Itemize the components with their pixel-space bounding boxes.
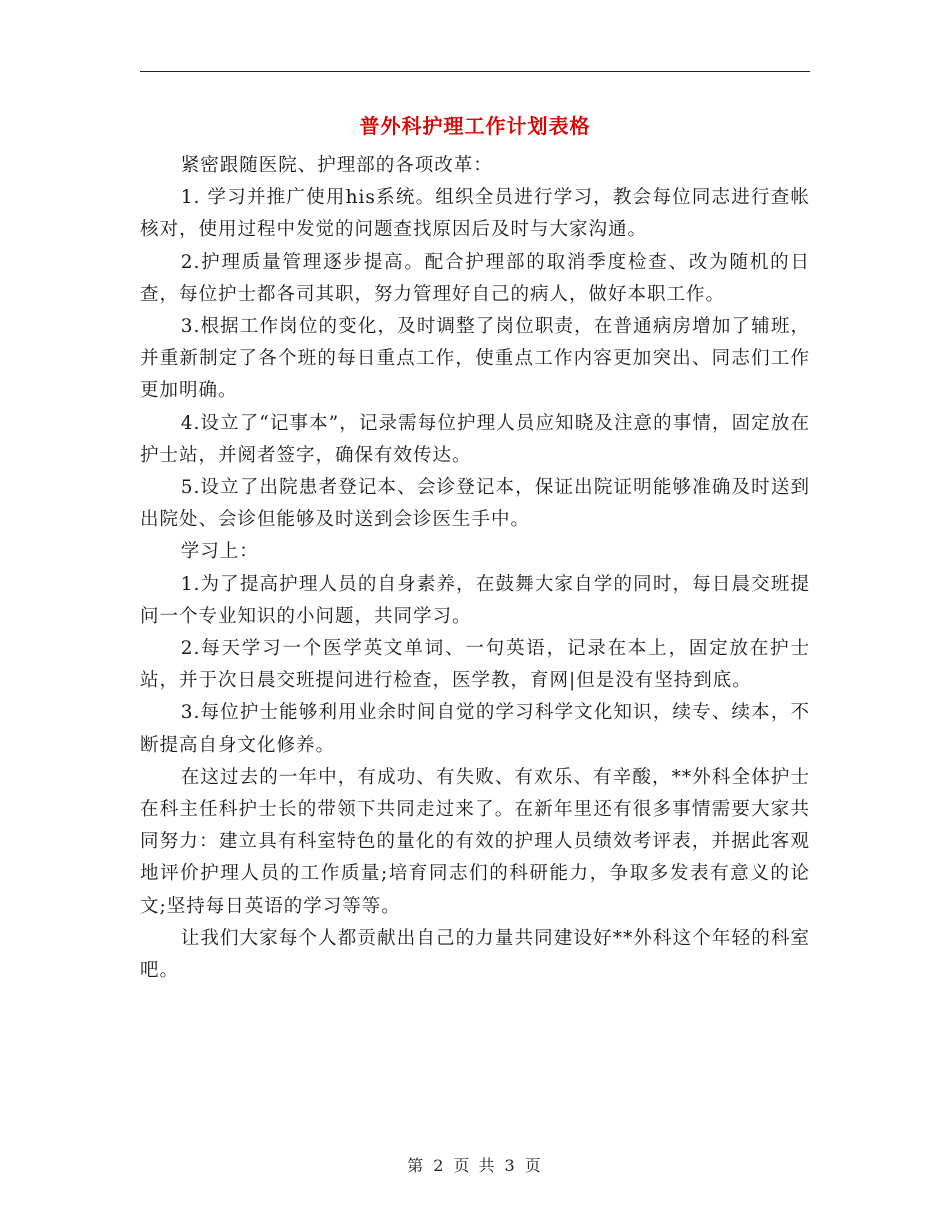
paragraph: 4.设立了“记事本”，记录需每位护理人员应知晓及注意的事情，固定放在护士站，并阅者签字，确保有效传达。 [140, 412, 810, 466]
paragraph: 1.为了提高护理人员的自身素养，在鼓舞大家自学的同时，每日晨交班提问一个专业知识的小问题，共同学习。 [140, 573, 810, 627]
paragraph: 2.护理质量管理逐步提高。配合护理部的取消季度检查、改为随机的日查，每位护士都各司其职，努力管理好自己的病人，做好本职工作。 [140, 251, 810, 305]
document-title: 普外科护理工作计划表格 [359, 114, 591, 138]
paragraph: 2.每天学习一个医学英文单词、一句英语，记录在本上，固定放在护士站，并于次日晨交班提问进行检查，医学教，育网|但是没有坚持到底。 [140, 638, 810, 692]
footer-suffix: 页 [524, 1156, 543, 1175]
paragraph: 3.每位护士能够利用业余时间自觉的学习科学文化知识，续专、续本，不断提高自身文化修养。 [140, 702, 810, 756]
paragraph: 让我们大家每个人都贡献出自己的力量共同建设好**外科这个年轻的科室吧。 [140, 927, 810, 982]
footer-prefix: 第 [407, 1156, 426, 1175]
paragraph: 学习上： [180, 541, 259, 563]
paragraph: 紧密跟随医院、护理部的各项改革： [180, 155, 493, 176]
paragraph: 3.根据工作岗位的变化，及时调整了岗位职责，在普通病房增加了辅班，并重新制定了各个班的每日重点工作，使重点工作内容更加突出、同志们工作更加明确。 [140, 316, 810, 402]
total-page-count: 3 [504, 1156, 517, 1175]
page-footer [140, 1154, 810, 1178]
footer-middle: 页 共 [453, 1156, 497, 1175]
header-rule [140, 71, 810, 72]
paragraph: 在这过去的一年中，有成功、有失败、有欢乐、有辛酸，**外科全体护士在科主任科护士长的带领下共同走过来了。在新年里还有很多事情需要大家共同努力：建立具有科室特色的量化的有效的护理人员绩效考评表，并据此客观地评价护理人员的工作质量;培育同志们的科研能力，争取多发表有意义的论文;坚持每日英语的学习等等。 [140, 766, 810, 917]
current-page-number: 2 [433, 1156, 446, 1175]
paragraph: 5.设立了出院患者登记本、会诊登记本，保证出院证明能够准确及时送到出院处、会诊但能够及时送到会诊医生手中。 [140, 477, 810, 531]
document-body [140, 150, 810, 987]
paragraph: 1. 学习并推广使用his系统。组织全员进行学习，教会每位同志进行查帐核对，使用过程中发觉的问题查找原因后及时与大家沟通。 [140, 187, 810, 241]
